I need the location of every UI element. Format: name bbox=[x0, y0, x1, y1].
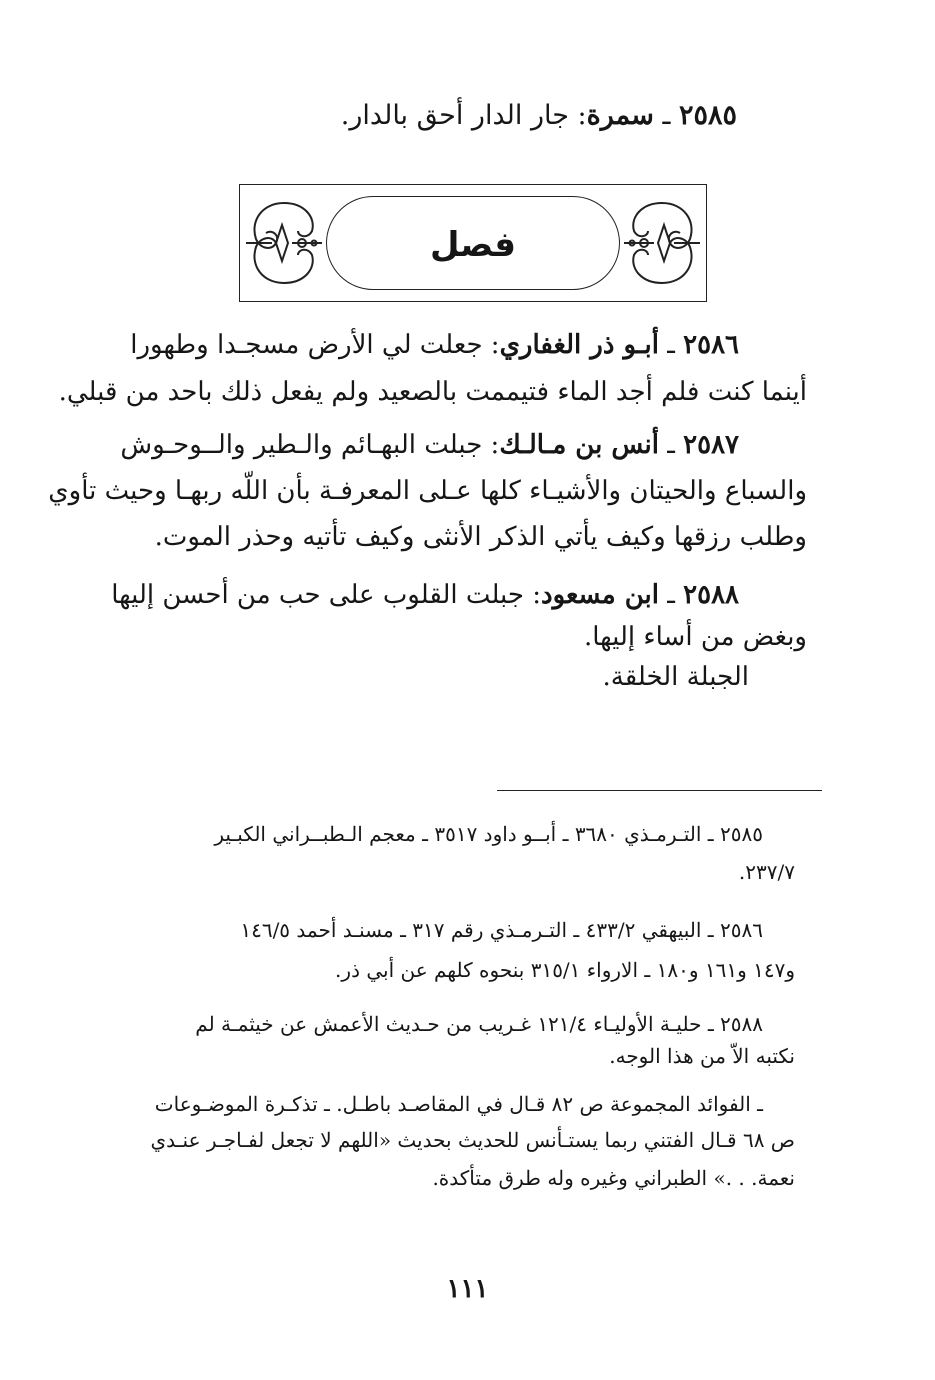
entry-number: ٢٥٨٥ bbox=[678, 100, 737, 131]
hadith-text: جبلت البهـائم والـطير والــوحـوش bbox=[120, 430, 483, 460]
entry-2586-line-2: أينما كنت فلم أجد الماء فتيممت بالصعيد ولم يفعل ذلك باحد من قبلي. bbox=[58, 377, 807, 407]
footnote-extra-line-3: نعمة. . .» الطبراني وغيره وله طرق متأكدة. bbox=[432, 1166, 795, 1190]
page-number: ١١١ bbox=[446, 1274, 489, 1304]
footnote-2586-line-1: ٢٥٨٦ ـ البيهقي ٤٣٣/٢ ـ التـرمـذي رقم ٣١٧ ـ مسنـد أحمد ١٤٦/٥ bbox=[240, 918, 763, 942]
entry-2588-line-1: ٢٥٨٨ ـ ابن مسعود: جبلت القلوب على حب من أحسن إليها bbox=[111, 580, 739, 610]
entry-2587-line-2: والسباع والحيتان والأشيـاء كلها عـلى المعرفـة بأن اللّه ربهـا وحيث تأوي bbox=[48, 476, 807, 506]
hadith-text: جعلت لي الأرض مسجـدا وطهورا bbox=[130, 330, 483, 360]
footnote-extra-line-1: ـ الفوائد المجموعة ص ٨٢ قـال في المقاصـد باطـل. ـ تذكـرة الموضـوعات bbox=[154, 1092, 763, 1116]
narrator-name: سمرة bbox=[586, 100, 654, 131]
narrator-name: ابن مسعود bbox=[541, 580, 659, 610]
footnote-2585-line-1: ٢٥٨٥ ـ التـرمـذي ٣٦٨٠ ـ أبــو داود ٣٥١٧ ـ معجم الـطبــراني الكبـير bbox=[214, 822, 763, 846]
hadith-text: جار الدار أحق بالدار. bbox=[340, 100, 569, 131]
entry-2588-gloss: الجبلة الخلقة. bbox=[602, 662, 749, 692]
narrator-name: أبـو ذر الغفاري bbox=[499, 330, 659, 360]
entry-2587-line-1: ٢٥٨٧ ـ أنس بن مـالـك: جبلت البهـائم والـطير والــوحـوش bbox=[120, 430, 739, 460]
entry-number: ٢٥٨٧ bbox=[683, 430, 739, 460]
footnote-2588-line-2: نكتبه الاّ من هذا الوجه. bbox=[609, 1044, 795, 1068]
section-heading-frame bbox=[239, 184, 707, 302]
footnote-separator bbox=[497, 790, 822, 791]
entry-2587-line-3: وطلب رزقها وكيف يأتي الذكر الأنثى وكيف تأتيه وحذر الموت. bbox=[154, 522, 807, 552]
floral-scroll-icon bbox=[242, 195, 326, 291]
entry-2585: ٢٥٨٥ ـ سمرة: جار الدار أحق بالدار. bbox=[340, 100, 737, 131]
section-title-cartouche bbox=[326, 196, 620, 290]
entry-2586-line-1: ٢٥٨٦ ـ أبـو ذر الغفاري: جعلت لي الأرض مسجـدا وطهورا bbox=[130, 330, 739, 360]
footnote-2586-line-2: و١٤٧ و١٦١ و١٨٠ ـ الارواء ٣١٥/١ بنحوه كلهم عن أبي ذر. bbox=[335, 958, 795, 982]
footnote-2588-line-1: ٢٥٨٨ ـ حليـة الأوليـاء ١٢١/٤ غـريب من حـديث الأعمش عن خيثمـة لم bbox=[195, 1012, 763, 1036]
entry-number: ٢٥٨٨ bbox=[683, 580, 739, 610]
footnote-extra-line-2: ص ٦٨ قـال الفتني ربما يستـأنس للحديث بحديث «اللهم لا تجعل لفـاجـر عنـدي bbox=[150, 1128, 795, 1152]
hadith-text: جبلت القلوب على حب من أحسن إليها bbox=[111, 580, 524, 610]
section-title: فصل bbox=[429, 225, 517, 265]
footnote-2585-line-2: ٢٣٧/٧. bbox=[738, 860, 795, 884]
entry-number: ٢٥٨٦ bbox=[683, 330, 739, 360]
floral-scroll-icon bbox=[620, 195, 704, 291]
entry-2588-line-2: وبغض من أساء إليها. bbox=[583, 622, 807, 652]
narrator-name: أنس بن مـالـك bbox=[499, 430, 659, 460]
